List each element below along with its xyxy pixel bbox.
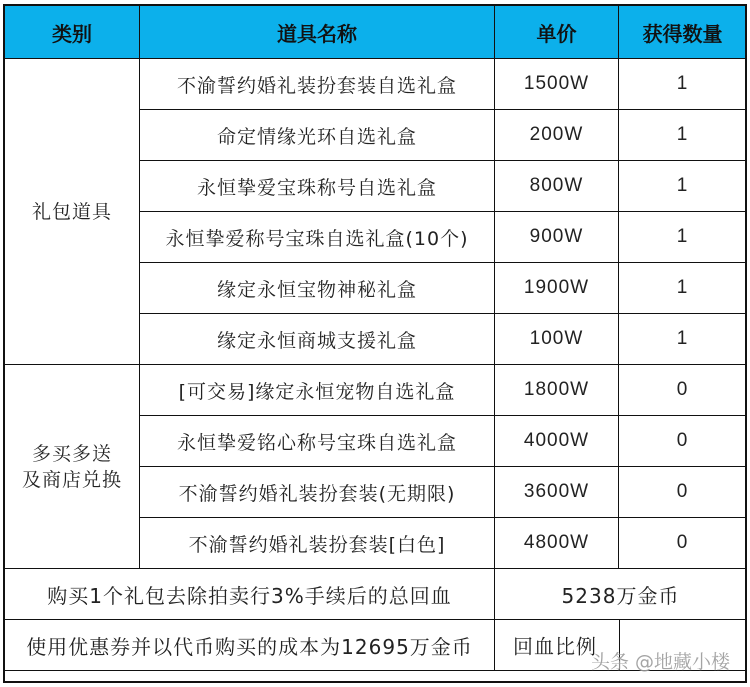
item-price: 4800W [495, 518, 619, 569]
item-name: 不渝誓约婚礼装扮套装自选礼盒 [140, 59, 495, 110]
item-name: 命定情缘光环自选礼盒 [140, 110, 495, 161]
item-price: 200W [495, 110, 619, 161]
item-quantity: 1 [619, 314, 747, 365]
item-name: 不渝誓约婚礼装扮套装[白色] [140, 518, 495, 569]
header-row [5, 6, 747, 59]
item-name: 缘定永恒商城支援礼盒 [140, 314, 495, 365]
item-price: 3600W [495, 467, 619, 518]
item-price: 1900W [495, 263, 619, 314]
item-price: 1800W [495, 365, 619, 416]
watermark: 头条 @地藏小楼 [591, 651, 731, 673]
item-quantity: 0 [619, 467, 747, 518]
item-name: 永恒挚爱称号宝珠自选礼盒(10个) [140, 212, 495, 263]
category-buy-more-and-shop-exchange [5, 365, 140, 569]
item-quantity: 0 [619, 518, 747, 569]
item-price: 800W [495, 161, 619, 212]
cell-divider [619, 620, 620, 670]
header-item-name: 道具名称 [140, 6, 495, 59]
item-name: 不渝誓约婚礼装扮套装(无期限) [140, 467, 495, 518]
item-name: 永恒挚爱铭心称号宝珠自选礼盒 [140, 416, 495, 467]
item-value-table [4, 5, 747, 671]
item-quantity: 0 [619, 416, 747, 467]
summary-row-cost [5, 620, 747, 671]
total-return-value: 5238万金币 [495, 569, 747, 620]
cost-label: 使用优惠券并以代币购买的成本为12695万金币 [5, 620, 495, 671]
category-line-1: 多买多送 [31, 442, 112, 465]
item-quantity: 1 [619, 263, 747, 314]
category-line-2: 及商店兑换 [21, 468, 122, 491]
item-quantity: 1 [619, 59, 747, 110]
item-price: 900W [495, 212, 619, 263]
item-price: 4000W [495, 416, 619, 467]
total-return-label: 购买1个礼包去除拍卖行3%手续后的总回血 [5, 569, 495, 620]
item-price: 100W [495, 314, 619, 365]
header-unit-price: 单价 [495, 6, 619, 59]
item-quantity: 1 [619, 212, 747, 263]
table-row [5, 59, 747, 110]
item-name: 永恒挚爱宝珠称号自选礼盒 [140, 161, 495, 212]
item-quantity: 0 [619, 365, 747, 416]
return-ratio-cell [495, 620, 747, 671]
return-ratio-label: 回血比例 [513, 634, 597, 659]
table-row [5, 365, 747, 416]
category-gift-items: 礼包道具 [5, 59, 140, 365]
header-category: 类别 [5, 6, 140, 59]
item-quantity: 1 [619, 110, 747, 161]
header-quantity: 获得数量 [619, 6, 747, 59]
item-price: 1500W [495, 59, 619, 110]
item-name: 缘定永恒宝物神秘礼盒 [140, 263, 495, 314]
item-name: [可交易]缘定永恒宠物自选礼盒 [140, 365, 495, 416]
item-quantity: 1 [619, 161, 747, 212]
summary-row-total-return [5, 569, 747, 620]
